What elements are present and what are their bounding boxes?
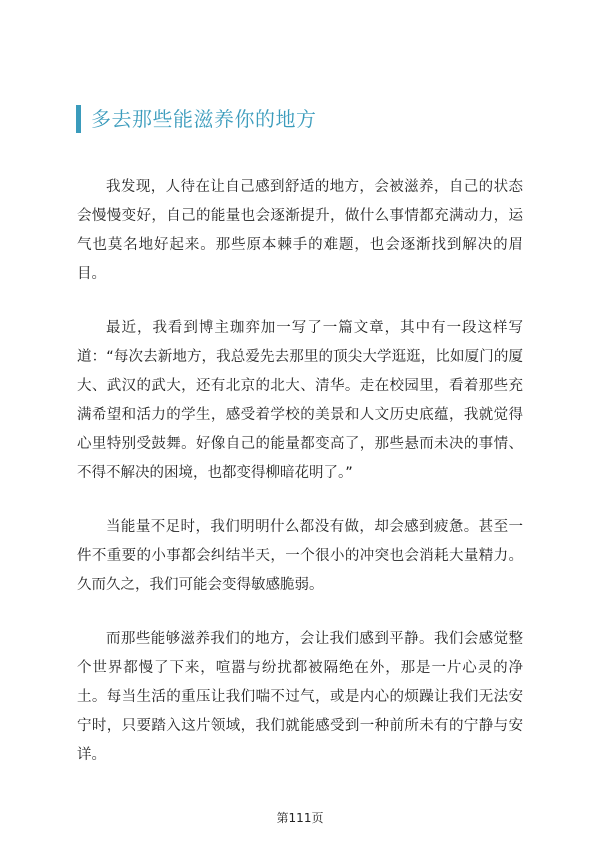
section-title: 多去那些能滋养你的地方 — [91, 107, 317, 131]
paragraph-3: 当能量不足时，我们明明什么都没有做，却会感到疲惫。甚至一件不重要的小事都会纠结半天，一个很小的冲突也会消耗大量精力。久而久之，我们可能会变得敏感脆弱。 — [77, 519, 523, 593]
section-heading — [76, 104, 317, 134]
paragraph-4: 而那些能够滋养我们的地方，会让我们感到平静。我们会感觉整个世界都慢了下来，喧嚣与纷扰都被隔绝在外，那是一片心灵的净土。每当生活的重压让我们喘不过气，或是内心的烦躁让我们无法安宁时，只要踏入这片领域，我们就能感受到一种前所未有的宁静与安详。 — [77, 631, 523, 763]
heading-accent-bar — [76, 105, 81, 133]
paragraph-1: 我发现，人待在让自己感到舒适的地方，会被滋养，自己的状态会慢慢变好，自己的能量也会逐渐提升，做什么事情都充满动力，运气也莫名地好起来。那些原本棘手的难题，也会逐渐找到解决的眉目。 — [77, 179, 523, 282]
body-text — [77, 173, 523, 795]
page-number: 第111页 — [276, 811, 324, 825]
paragraph-2: 最近，我看到博主珈弈加一写了一篇文章，其中有一段这样写道：“每次去新地方，我总爱先去那里的顶尖大学逛逛，比如厦门的厦大、武汉的武大，还有北京的北大、清华。走在校园里，看着那些充满希望和活力的学生，感受着学校的美景和人文历史底蕴，我就觉得心里特别受鼓舞。好像自己的能量都变高了，那些悬而未决的事情、不得不解决的困境，也都变得柳暗花明了。” — [77, 320, 523, 481]
